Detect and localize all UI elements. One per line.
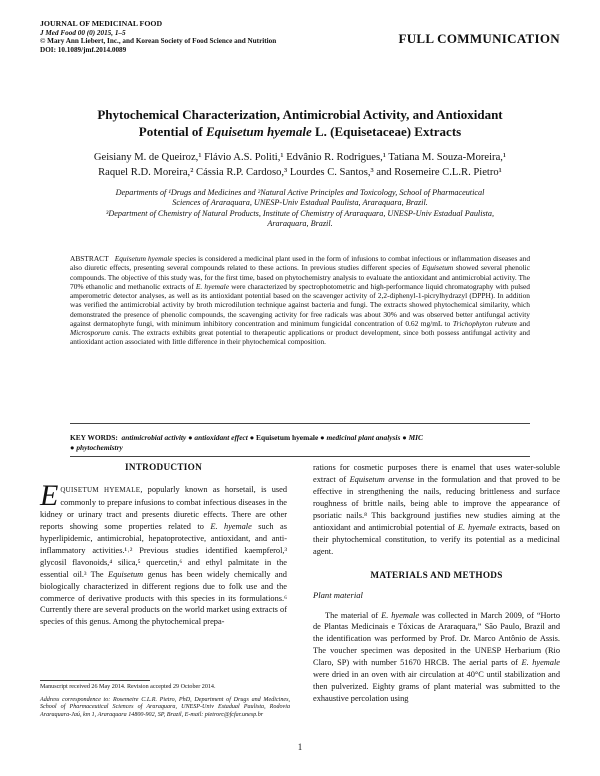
abstract-species: E. hyemale <box>195 281 230 291</box>
received-note: Manuscript received 26 May 2014. Revision accepted 29 October 2014. <box>40 684 216 690</box>
keyword: phytochemistry <box>76 442 123 452</box>
plant-material-subheading: Plant material <box>313 589 363 600</box>
title-text-end: L. (Equisetaceae) Extracts <box>311 124 462 139</box>
intro-species: Equisetum <box>107 569 144 579</box>
title-species: Equisetum hyemale <box>205 124 312 139</box>
abstract-text: were characterized by spectrophotometric and high-performance liquid chromatography with pulsed amperometric detector analyses, as well as its antioxidant potential based on the scavenger activity of 2,2-diphenyl-1-picrylhydrazyl (DPPH). In addition was verified the antimicrobial activity by broth microdilution technique against bacteria and fungi. The extracts showed phytochemical similarity, which demonstrated the presence of phenolic compounds, the scavenging activity for free radicals was about 30% and was observed better antifungal activity against dermatophyte fungi, with minimum inhibitory concentration and minimum fungicidal concentration of 0.62 mg/mL to <box>70 281 530 328</box>
title-text: Potential of <box>138 124 206 139</box>
title-line-2 <box>60 123 540 140</box>
drop-cap: E <box>40 478 59 512</box>
intro-species: Equisetum arvense <box>349 474 415 484</box>
correspondence-note: Address correspondence to: Rosemeire C.L.R. Pietro, PhD, Department of Drugs and Medicines, School of Pharmaceutical Sciences of Araraquara, UNESP-Univ Estadual Paulista, Rodovia Araraquara-Jaú, km 1, Araraquara 14800-902, SP, Brazil, E-mail: pietrorc@fcfar.unesp.br <box>40 697 290 718</box>
divider-bottom <box>70 456 530 457</box>
methods-text: was collected in March 2009, of “Horto de Plantas Medicinais e Tóxicas de Araraquara,” São Paulo, Brazil and the identification was performed by Prof. Dr. Marco Antônio de Assis. The voucher specimen was deposited in the UNESP Herbarium (Rio Claro, SP) with number 51670 HRCB. The aerial parts of <box>313 610 560 668</box>
abstract-text: showed several phenolic compounds. The objective of this study was, for the first time, based on phytochemistry analysis to evaluate the antioxidant and antimicrobial activity. The 70% ethanolic and methanolic extracts of <box>70 263 530 291</box>
bullet-icon: ● <box>402 433 407 442</box>
keywords-label: KEY WORDS: <box>70 433 118 442</box>
title-line-1: Phytochemical Characterization, Antimicrobial Activity, and Antioxidant <box>97 107 503 122</box>
methods-text: were dried in an oven with air circulation at 40°C until stabilization and then pulverized. Eighty grams of plant material was submitted to the exhaustive percolation using <box>313 670 560 704</box>
left-column <box>40 462 287 628</box>
intro-text: in the formulation and that proved to be effective in strengthening the nails, reducing brittleness and surface roughness of brittle nails, being able to improve the appearance of psoriatic nails.⁸ This background justifies new studies aiming at the antioxidant and antimicrobial potential of <box>313 474 561 532</box>
keyword: Equisetum hyemale <box>256 433 319 442</box>
abstract-text: and <box>516 318 530 328</box>
article-title <box>60 106 540 140</box>
abstract-species: Microsporum canis <box>70 328 129 337</box>
abstract-species: Trichophyton rubrum <box>452 318 517 328</box>
abstract-label: ABSTRACT <box>70 254 109 263</box>
intro-species: E. hyemale <box>210 521 252 531</box>
methods-species: E. hyemale <box>381 610 420 620</box>
species-smallcaps: QUISETUM HYEMALE <box>60 485 141 494</box>
affiliation-line-4: Araraquara, Brazil. <box>267 219 333 229</box>
journal-header <box>40 20 340 54</box>
intro-paragraph <box>40 478 288 628</box>
right-column <box>313 462 560 705</box>
intro-text: extracts, based on their phytochemical constitution, to verify its potential as a medicinal agent. <box>313 522 560 556</box>
article-type-label: FULL COMMUNICATION <box>398 31 560 46</box>
divider-top <box>70 423 530 424</box>
keyword: medicinal plant analysis <box>326 433 401 442</box>
affiliation-line-1: Departments of ¹Drugs and Medicines and ²Natural Active Principles and Toxicology, School of Pharmaceutical <box>115 188 485 197</box>
keyword: antioxidant effect <box>194 433 248 442</box>
intro-heading: INTRODUCTION <box>124 462 203 472</box>
intro-species: E. hyemale <box>457 522 496 532</box>
abstract-text: . The extracts exhibits great potential to therapeutic applications or product development, since both possess antifungal activity and antioxidant action associated with little difference in their phytochemical composition. <box>70 328 531 347</box>
abstract <box>70 254 530 347</box>
journal-citation: J Med Food 00 (0) 2015, 1–5 <box>40 28 126 37</box>
journal-name: JOURNAL OF MEDICINAL FOOD <box>40 19 163 28</box>
intro-text: such as hyperlipidemic, antimicrobial, hepatoprotective, antioxidant, and anti-inflammatory activities.¹˒² Previous studies identified kaempferol,³ glycosil flavonoids,⁴ silica,⁵ quercetin,⁶ and ethyl palmitate in the essential oil.³ The <box>40 521 287 579</box>
abstract-text: species is considered a medicinal plant used in the form of infusions to combat infectious or inflammation diseases and also diuretic effects, presenting several compounds related to these actions. In previous studies different species of <box>70 254 531 273</box>
author-line-2: Raquel R.D. Moreira,² Cássia R.P. Cardoso,³ Lourdes C. Santos,³ and Rosemeire C.L.R. Pietro¹ <box>98 166 502 178</box>
author-line-1: Geisiany M. de Queiroz,¹ Flávio A.S. Politi,¹ Edvânio R. Rodrigues,¹ Tatiana M. Souza-Moreira,¹ <box>93 152 507 163</box>
author-list <box>50 151 550 180</box>
bullet-icon: ● <box>249 433 255 442</box>
methods-text: The material of <box>325 610 382 620</box>
doi-line: DOI: 10.1089/jmf.2014.0089 <box>40 45 127 54</box>
abstract-species: Equisetum <box>422 263 454 273</box>
affiliation-line-2: Sciences of Araraquara, UNESP-Univ Estadual Paulista, Araraquara, Brazil. <box>172 198 428 208</box>
intro-text: rations for cosmetic purposes there is enamel that uses water-soluble extract of <box>313 463 560 484</box>
intro-text: genus has been widely chemically and biologically characterized in different regions due to folk use and the commerce of derivative products with this species in its formulations.⁶ Currently there are several products on the world market using extracts of species of this genus. Among the phytochemical prepa- <box>40 569 287 627</box>
methods-heading: MATERIALS AND METHODS <box>370 569 503 580</box>
bullet-icon: ● <box>188 433 193 442</box>
affiliation-line-3: ³Department of Chemistry of Natural Products, Institute of Chemistry of Araraquara, UNESP-Univ Estadual Paulista, <box>105 208 495 218</box>
abstract-species: Equisetum hyemale <box>114 254 173 263</box>
intro-continuation <box>313 462 560 558</box>
keyword: MIC <box>408 433 423 442</box>
keywords <box>70 433 530 452</box>
footnote-rule <box>40 680 150 681</box>
methods-paragraph <box>313 610 560 706</box>
intro-text: , popularly known as horsetail, is used commonly to prepare infusions to combat infectious diseases in the kidney or urinary tract and presents diuretic effects. There are other reports showing some properties related to <box>40 484 288 531</box>
bullet-icon: ● <box>320 433 325 442</box>
keyword: antimicrobial activity <box>121 433 187 442</box>
bullet-icon: ● <box>70 442 75 452</box>
methods-species: E. hyemale <box>521 658 560 668</box>
copyright-line: © Mary Ann Liebert, Inc., and Korean Society of Food Science and Nutrition <box>40 37 277 46</box>
page-number: 1 <box>297 742 303 752</box>
affiliations <box>70 188 530 230</box>
